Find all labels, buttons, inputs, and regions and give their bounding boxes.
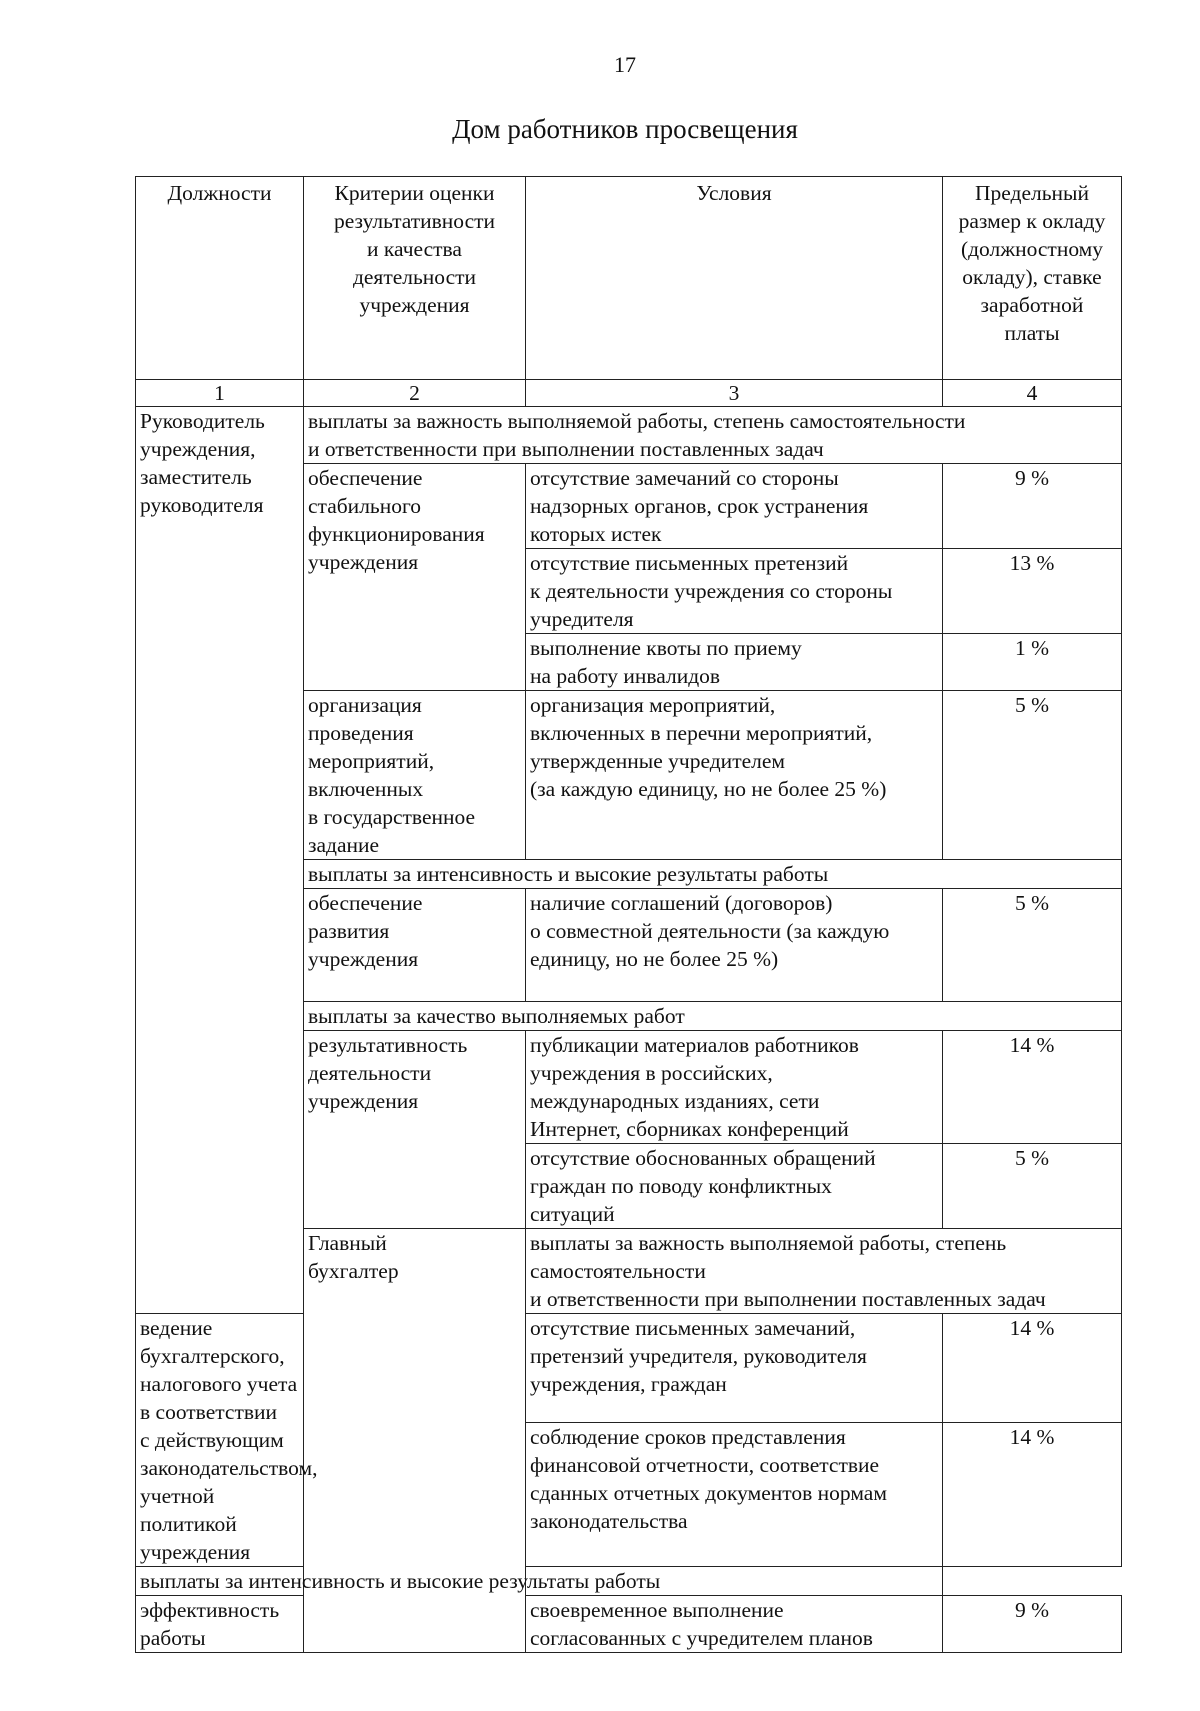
condition-cell: отсутствие обоснованных обращений граждан по поводу конфликтных ситуаций xyxy=(526,1144,943,1229)
condition-cell: наличие соглашений (договоров) о совместной деятельности (за каждую единицу, но не более 25 %) xyxy=(526,889,943,1002)
table-row xyxy=(136,1314,1122,1423)
condition-cell: своевременное выполнение согласованных с учредителем планов xyxy=(526,1596,943,1653)
condition-cell: отсутствие письменных претензий к деятельности учреждения со стороны учредителя xyxy=(526,549,943,634)
table-header-row xyxy=(136,177,1122,380)
criterion-cell: ведение бухгалтерского, налогового учета в соответствии с действующим законодательством, учетной политикой учреждения xyxy=(136,1314,304,1567)
position-cell: Руководитель учреждения, заместитель руководителя xyxy=(136,407,304,1314)
criterion-cell: обеспечение стабильного функционирования учреждения xyxy=(304,464,526,691)
group-heading: выплаты за интенсивность и высокие результаты работы xyxy=(304,860,1122,889)
column-number: 3 xyxy=(526,380,943,407)
condition-cell: выполнение квоты по приему на работу инвалидов xyxy=(526,634,943,691)
column-number: 1 xyxy=(136,380,304,407)
header-cell: Должности xyxy=(136,177,304,380)
condition-cell: организация мероприятий, включенных в перечни мероприятий, утвержденные учредителем (за каждую единицу, но не более 25 %) xyxy=(526,691,943,860)
group-heading: выплаты за качество выполняемых работ xyxy=(304,1002,1122,1031)
position-cell: Главный бухгалтер xyxy=(304,1229,526,1653)
column-number-row xyxy=(136,380,1122,407)
value-cell: 9 % xyxy=(943,1596,1122,1653)
criterion-cell: обеспечение развития учреждения xyxy=(304,889,526,1002)
value-cell: 5 % xyxy=(943,889,1122,1002)
table-row xyxy=(136,407,1122,464)
header-cell: Предельный размер к окладу (должностному окладу), ставке заработной платы xyxy=(943,177,1122,380)
condition-cell: соблюдение сроков представления финансовой отчетности, соответствие сданных отчетных документов нормам законодательства xyxy=(526,1422,943,1566)
value-cell: 14 % xyxy=(943,1314,1122,1423)
condition-cell: отсутствие замечаний со стороны надзорных органов, срок устранения которых истек xyxy=(526,464,943,549)
table-row xyxy=(136,1596,1122,1653)
condition-cell: отсутствие письменных замечаний, претензий учредителя, руководителя учреждения, граждан xyxy=(526,1314,943,1423)
group-heading: выплаты за важность выполняемой работы, степень самостоятельности и ответственности при выполнении поставленных задач xyxy=(526,1229,1122,1314)
table-row xyxy=(136,1567,1122,1596)
value-cell: 5 % xyxy=(943,1144,1122,1229)
criterion-cell: организация проведения мероприятий, включенных в государственное задание xyxy=(304,691,526,860)
value-cell: 14 % xyxy=(943,1031,1122,1144)
criterion-cell: результативность деятельности учреждения xyxy=(304,1031,526,1229)
criteria-table xyxy=(135,176,1122,1653)
document-title: Дом работников просвещения xyxy=(452,114,798,144)
column-number: 4 xyxy=(943,380,1122,407)
value-cell: 9 % xyxy=(943,464,1122,549)
condition-cell: публикации материалов работников учреждения в российских, международных изданиях, сети Интернет, сборниках конференций xyxy=(526,1031,943,1144)
group-heading: выплаты за важность выполняемой работы, степень самостоятельности и ответственности при выполнении поставленных задач xyxy=(304,407,1122,464)
page-number: 17 xyxy=(614,52,636,77)
group-heading: выплаты за интенсивность и высокие результаты работы xyxy=(136,1567,943,1596)
column-number: 2 xyxy=(304,380,526,407)
criterion-cell: эффективность работы xyxy=(136,1596,304,1653)
header-cell: Условия xyxy=(526,177,943,380)
value-cell: 1 % xyxy=(943,634,1122,691)
header-cell: Критерии оценки результативности и качества деятельности учреждения xyxy=(304,177,526,380)
value-cell: 14 % xyxy=(943,1422,1122,1566)
value-cell: 5 % xyxy=(943,691,1122,860)
value-cell: 13 % xyxy=(943,549,1122,634)
